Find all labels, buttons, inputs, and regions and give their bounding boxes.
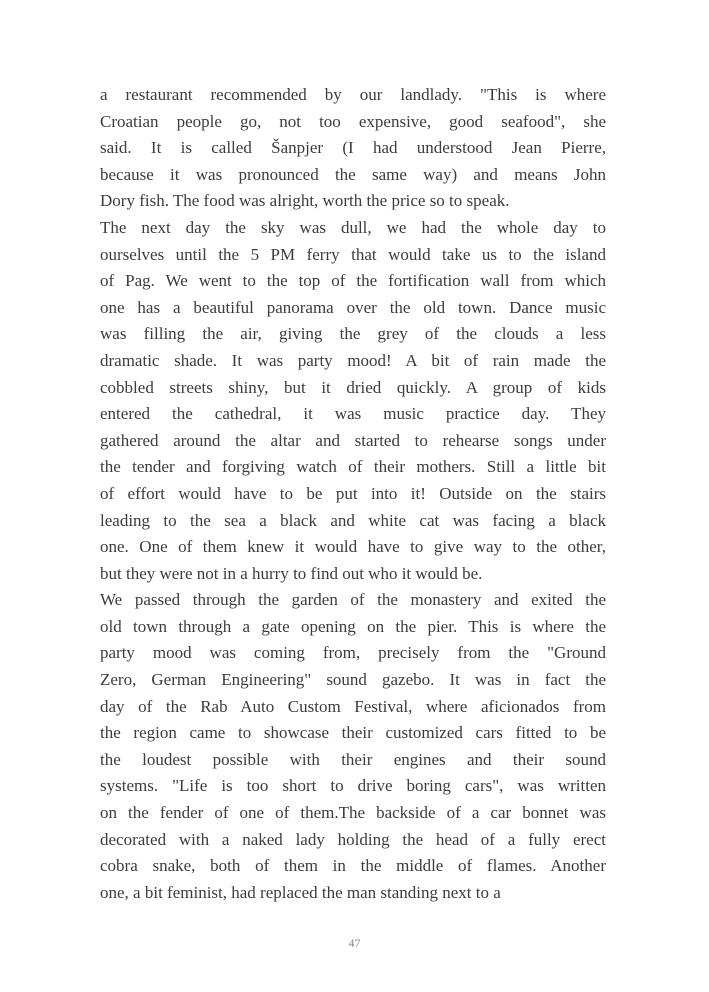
- text-line: a restaurant recommended by our landlady. "This is where: [100, 85, 606, 104]
- text-line: Croatian people go, not too expensive, good seafood", she: [100, 111, 606, 131]
- text-line: the loudest possible with their engines and their sound: [100, 749, 606, 769]
- text-line: decorated with a naked lady holding the head of a fully erect: [100, 829, 606, 849]
- text-line: Dory fish. The food was alright, worth the price so to speak.: [100, 191, 510, 211]
- page-text: [100, 82, 606, 906]
- text-line: dramatic shade. It was party mood! A bit of rain made the: [100, 350, 606, 370]
- text-line: one. One of them knew it would have to give way to the other,: [100, 537, 606, 557]
- text-line: on the fender of one of them.The backside of a car bonnet was: [100, 803, 606, 823]
- text-line: old town through a gate opening on the pier. This is where the: [100, 616, 606, 636]
- text-line: said. It is called Šanpjer (I had understood Jean Pierre,: [100, 138, 606, 158]
- text-line: cobra snake, both of them in the middle of flames. Another: [100, 856, 606, 876]
- text-line: Zero, German Engineering" sound gazebo. It was in fact the: [100, 670, 606, 690]
- text-line: party mood was coming from, precisely from the "Ground: [100, 643, 606, 663]
- text-line: ourselves until the 5 PM ferry that would take us to the island: [100, 244, 606, 264]
- text-line: one has a beautiful panorama over the old town. Dance music: [100, 297, 606, 317]
- text-line: of effort would have to be put into it! Outside on the stairs: [100, 483, 606, 503]
- text-line: cobbled streets shiny, but it dried quickly. A group of kids: [100, 377, 606, 397]
- paragraph: [100, 215, 606, 587]
- text-line: entered the cathedral, it was music practice day. They: [100, 404, 606, 424]
- page-number: 47: [348, 936, 361, 950]
- text-line: We passed through the garden of the monastery and exited the: [100, 590, 606, 610]
- text-line: one, a bit feminist, had replaced the man standing next to a: [100, 882, 501, 902]
- text-line: gathered around the altar and started to rehearse songs under: [100, 430, 606, 450]
- text-line: systems. "Life is too short to drive boring cars", was written: [100, 776, 606, 796]
- text-line: was filling the air, giving the grey of the clouds a less: [100, 324, 606, 344]
- text-line: The next day the sky was dull, we had the whole day to: [100, 217, 606, 237]
- text-line: but they were not in a hurry to find out who it would be.: [100, 563, 483, 583]
- paragraph: [100, 587, 606, 906]
- text-line: the region came to showcase their customized cars fitted to be: [100, 723, 606, 743]
- text-line: leading to the sea a black and white cat was facing a black: [100, 510, 606, 530]
- paragraph: [100, 82, 606, 215]
- text-line: day of the Rab Auto Custom Festival, where aficionados from: [100, 696, 606, 716]
- text-line: because it was pronounced the same way) and means John: [100, 164, 606, 184]
- text-line: of Pag. We went to the top of the fortification wall from which: [100, 271, 606, 291]
- text-line: the tender and forgiving watch of their mothers. Still a little bit: [100, 457, 606, 477]
